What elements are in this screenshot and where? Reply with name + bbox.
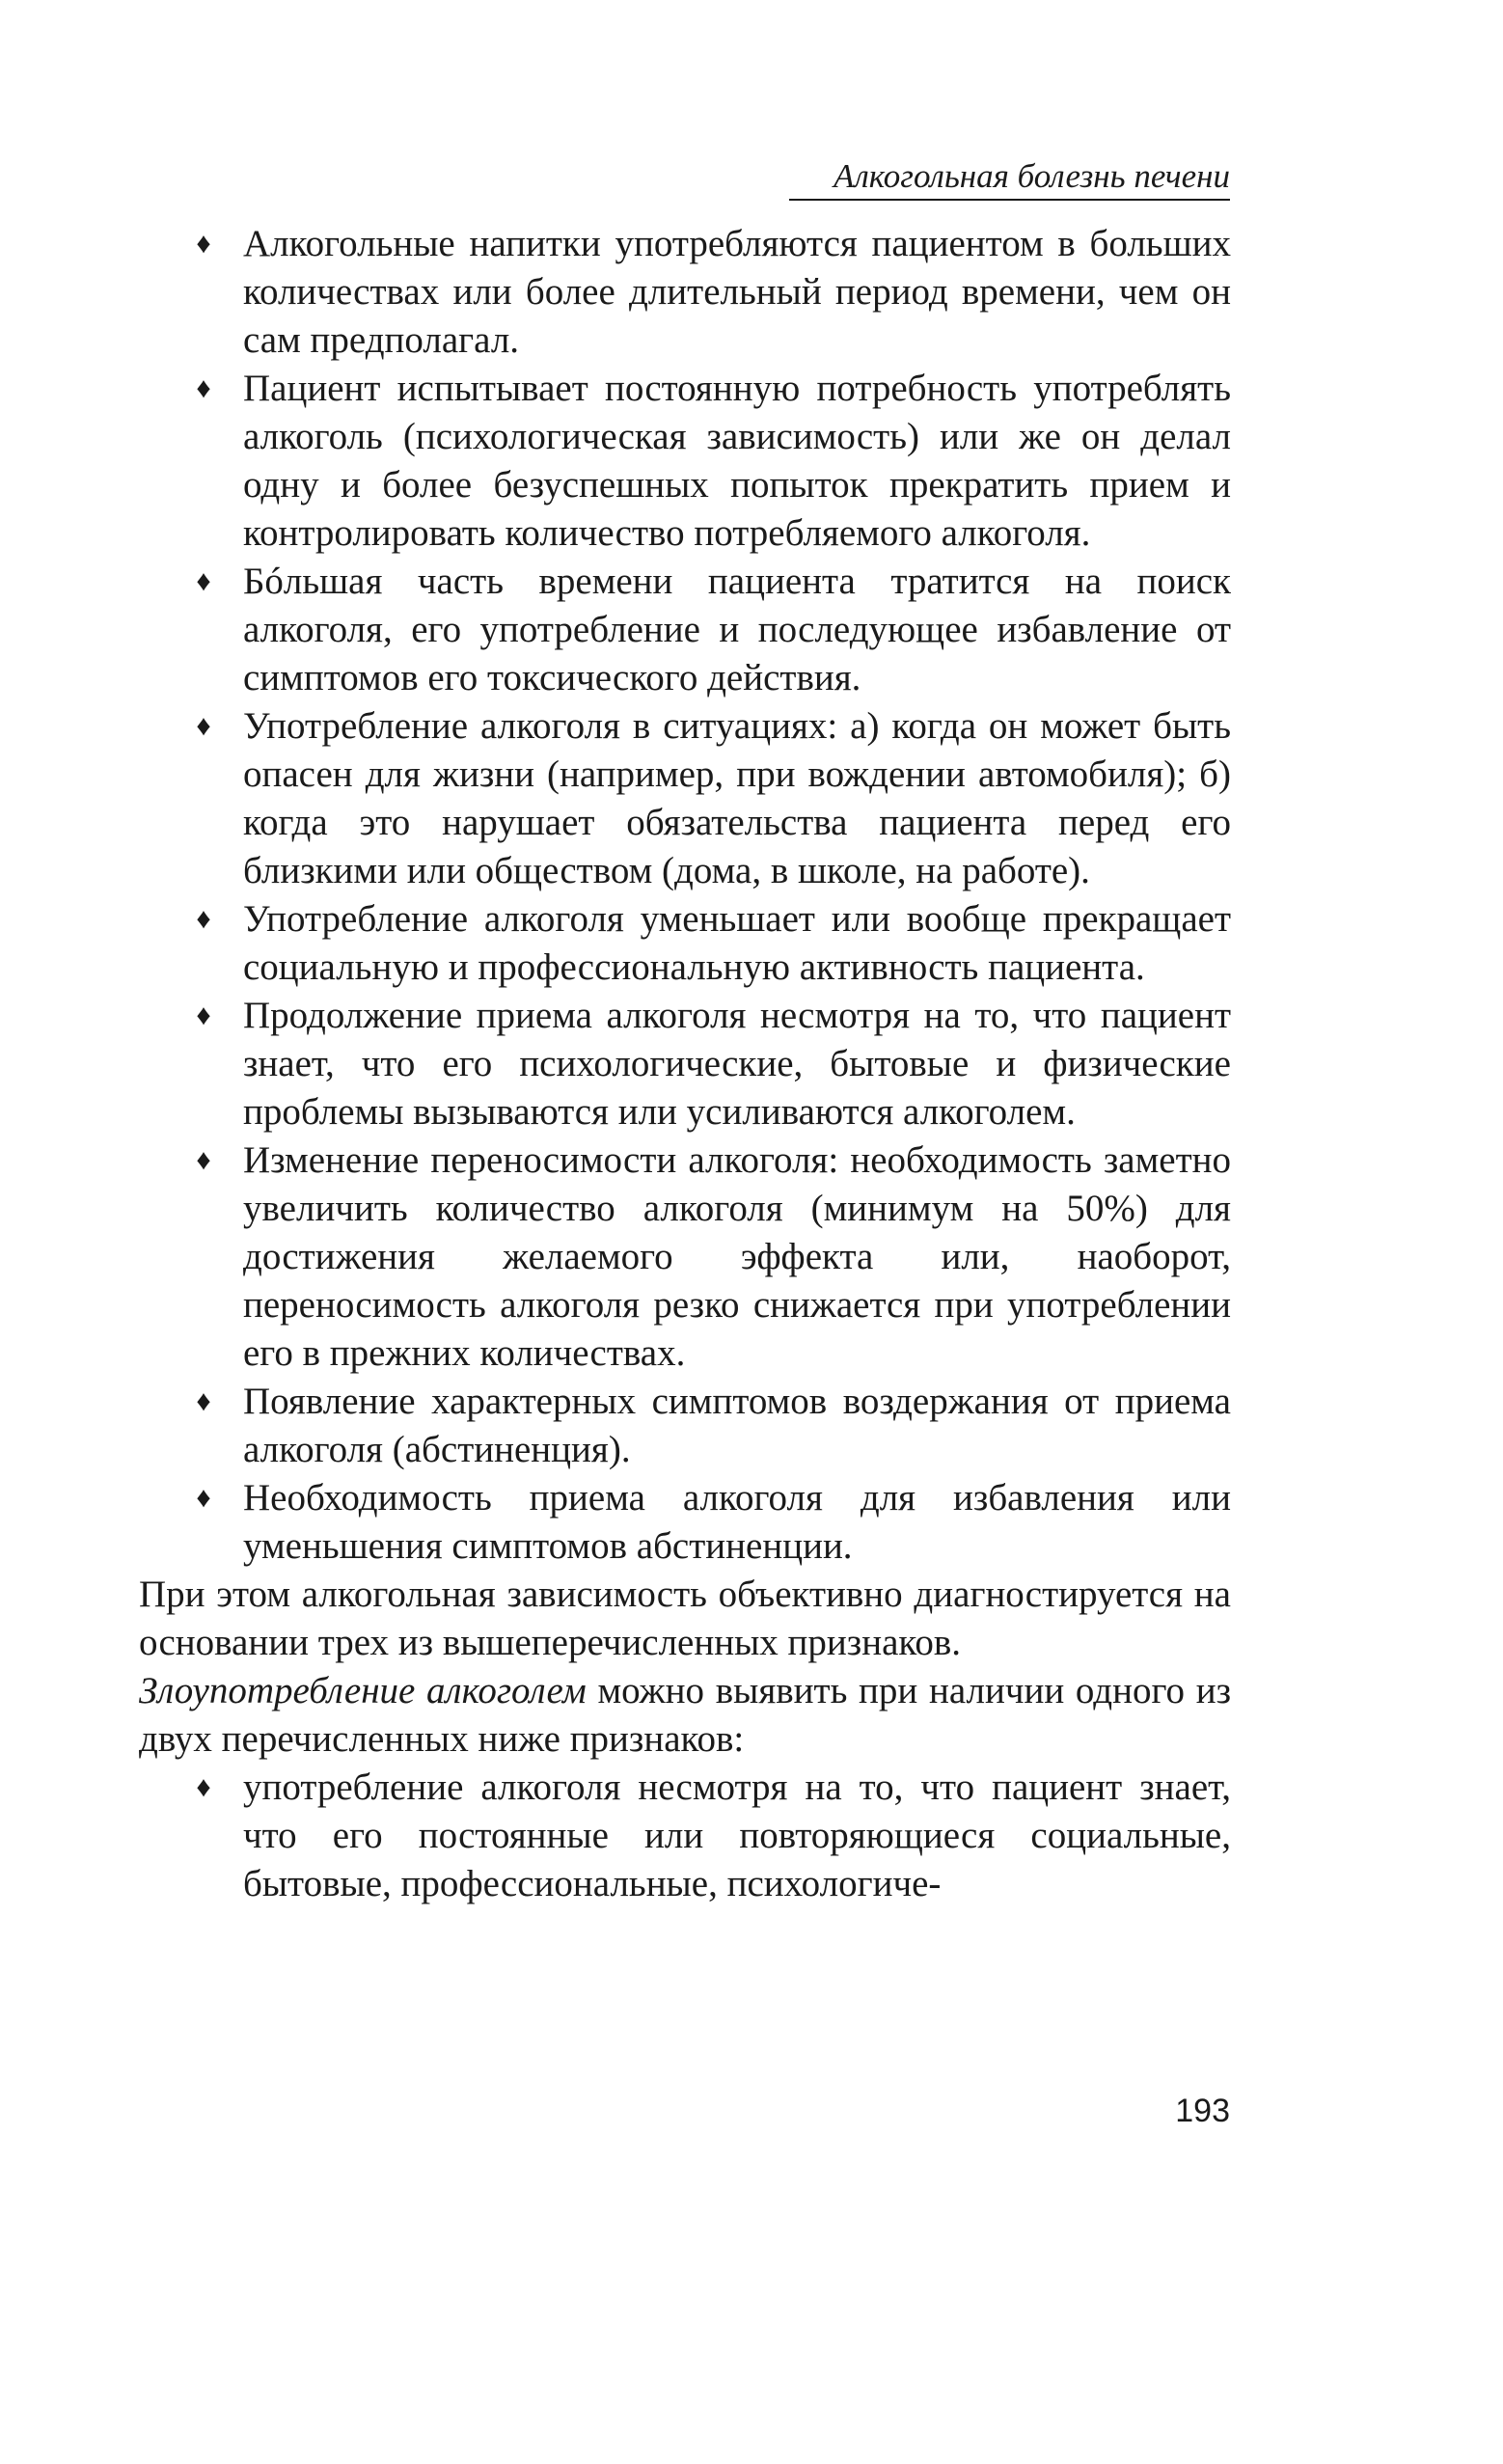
list-item — [139, 1378, 1231, 1474]
page-number: 193 — [1175, 2093, 1230, 2129]
list-item-text: Употребление алкоголя уменьшает или вообще прекращает социальную и профессиональную активность пациента. — [243, 898, 1231, 988]
diamond-bullet-icon: ♦ — [196, 1482, 211, 1514]
diamond-bullet-icon: ♦ — [196, 372, 211, 404]
list-item-text: Продолжение приема алкоголя несмотря на то, что пациент знает, что его психологические, бытовые и физические проблемы вызываются или усиливаются алкоголем. — [243, 995, 1231, 1133]
list-item — [139, 1474, 1231, 1571]
list-item — [139, 702, 1231, 895]
abuse-term: Злоупотребление алкоголем — [139, 1670, 587, 1711]
diamond-bullet-icon: ♦ — [196, 1771, 211, 1803]
dependence-paragraph: При этом алкогольная зависимость объективно диагностируется на основании трех из вышеперечисленных признаков. — [139, 1574, 1231, 1663]
list-item-text: Употребление алкоголя в ситуациях: а) когда он может быть опасен для жизни (например, при вождении автомобиля); б) когда это нарушает обязательства пациента перед его близкими или обществом (дома, в школе, на работе). — [243, 705, 1231, 891]
list-item-text: Алкогольные напитки употребляются пациентом в больших количествах или более длительный период времени, чем он сам предполагал. — [243, 223, 1231, 361]
list-item — [139, 1764, 1231, 1908]
diamond-bullet-icon: ♦ — [196, 1144, 211, 1176]
header-rule — [789, 199, 1230, 201]
page-body — [139, 220, 1231, 1908]
criteria-list — [139, 220, 1231, 1571]
abuse-list — [139, 1764, 1231, 1908]
abuse-paragraph-text: можно выявить при наличии одного из двух перечисленных ниже признаков: — [139, 1670, 1231, 1760]
list-item-text: Бóльшая часть времени пациента тратится на поиск алкоголя, его употребление и последующее избавление от симптомов его токсического действия. — [243, 561, 1231, 698]
running-title: Алкогольная болезнь печени — [833, 157, 1230, 195]
list-item-text: Появление характерных симптомов воздержания от приема алкоголя (абстиненция). — [243, 1381, 1231, 1470]
diamond-bullet-icon: ♦ — [196, 903, 211, 935]
diamond-bullet-icon: ♦ — [196, 1385, 211, 1417]
diamond-bullet-icon: ♦ — [196, 999, 211, 1031]
list-item-text: Пациент испытывает постоянную потребность употреблять алкоголь (психологическая зависимость) или же он делал одну и более безуспешных попыток прекратить прием и контролировать количество потребляемого алкоголя. — [243, 368, 1231, 554]
list-item — [139, 895, 1231, 992]
diamond-bullet-icon: ♦ — [196, 565, 211, 597]
abuse-paragraph — [139, 1667, 1231, 1764]
list-item-text: Необходимость приема алкоголя для избавления или уменьшения симптомов абстиненции. — [243, 1477, 1231, 1567]
list-item — [139, 992, 1231, 1136]
list-item — [139, 365, 1231, 558]
list-item — [139, 220, 1231, 365]
diamond-bullet-icon: ♦ — [196, 228, 211, 260]
list-item-text: Изменение переносимости алкоголя: необходимость заметно увеличить количество алкоголя (минимум на 50%) для достижения желаемого эффекта или, наоборот, переносимость алкоголя резко снижается при употреблении его в прежних количествах. — [243, 1139, 1231, 1374]
list-item — [139, 558, 1231, 702]
list-item-text: употребление алкоголя несмотря на то, что пациент знает, что его постоянные или повторяющиеся социальные, бытовые, профессиональные, психологиче- — [243, 1766, 1231, 1904]
list-item — [139, 1136, 1231, 1378]
diamond-bullet-icon: ♦ — [196, 710, 211, 742]
